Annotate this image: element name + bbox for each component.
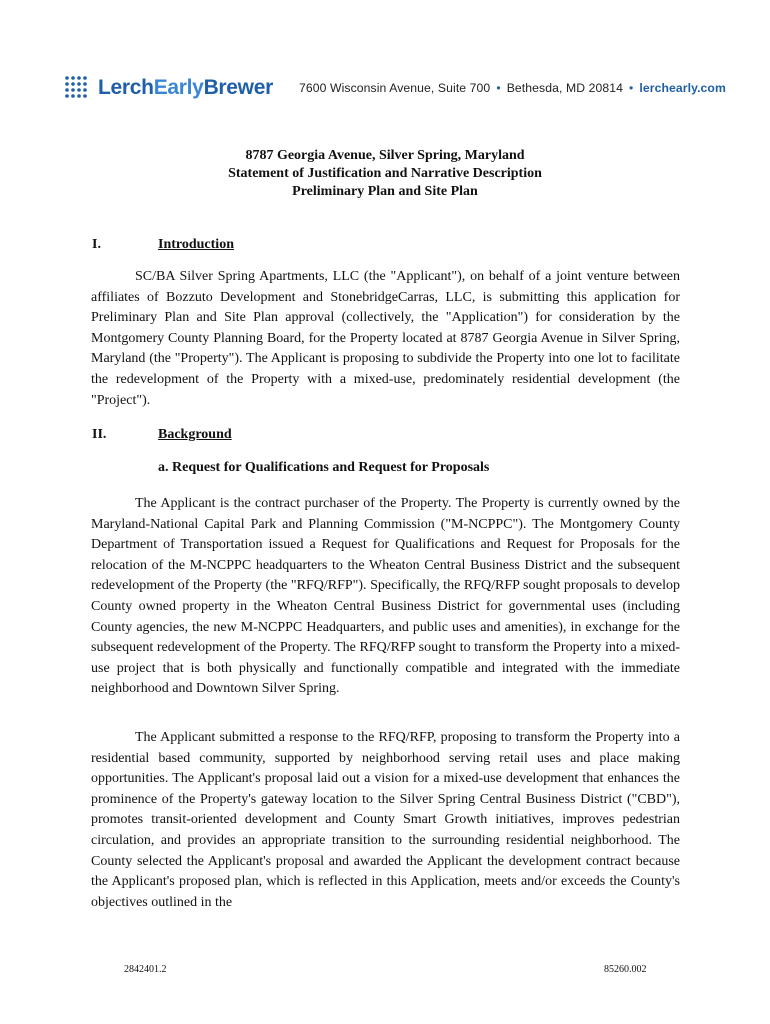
background-paragraph-1: The Applicant is the contract purchaser of the Property. The Property is currently owned by the Maryland-National Capital Park and Planning Commission ("M-NCPPC"). The Montgomery County Department of Transportation issued a Request for Qualifications and Request for Proposals for the relocation of the M-NCPPC headquarters to the Wheaton Central Business District and the subsequent redevelopment of the Property (the "RFQ/RFP"). Specifically, the RFQ/RFP sought proposals to develop County owned property in the Wheaton Central Business District for governmental uses (including County agencies, the new M-NCPPC Headquarters, and public uses and amenities), in exchange for the subsequent redevelopment of the Property. The RFQ/RFP sought to transform the Property into a mixed-use project that is both physically and functionally compatible and integrated with the immediate neighborhood and Downtown Silver Spring. [91, 496, 680, 697]
title-line-2: Statement of Justification and Narrative Description [228, 166, 542, 181]
letterhead [64, 72, 734, 104]
title-line-1: 8787 Georgia Avenue, Silver Spring, Maryland [245, 148, 525, 163]
firm-logo [98, 76, 273, 100]
logo-dot-grid-icon [64, 75, 90, 101]
footer-document-id: 2842401.2 [124, 964, 167, 975]
background-paragraph-2: The Applicant submitted a response to the RFQ/RFP, proposing to transform the Property into a residential based community, supported by neighborhood serving retail uses and place making opportunities. The Applicant's proposal laid out a vision for a mixed-use development that enhances the prominence of the Property's gateway location to the Silver Spring Central Business District ("CBD"), promotes transit-oriented development and County Smart Growth initiatives, improves pedestrian circulation, and provides an appropriate transition to the surrounding residential neighborhood. The County selected the Applicant's proposal and awarded the Applicant the development contract because the Applicant's proposed plan, which is reflected in this Application, meets and/or exceeds the County's objectives outlined in the [91, 730, 680, 910]
document-title [0, 147, 770, 201]
logo-part-1: Lerch [98, 76, 154, 99]
bullet-separator: • [629, 81, 634, 95]
address-street: 7600 Wisconsin Avenue, Suite 700 [298, 81, 491, 95]
section-number: II. [92, 427, 107, 442]
introduction-paragraph: SC/BA Silver Spring Apartments, LLC (the "Applicant"), on behalf of a joint venture between affiliates of Bozzuto Development and StonebridgeCarras, LLC, is submitting this application for Preliminary Plan and Site Plan approval (collectively, the "Application") for consideration by the Montgomery County Planning Board, for the Property located at 8787 Georgia Avenue in Silver Spring, Maryland (the "Property"). The Applicant is proposing to subdivide the Property into one lot to facilitate the redevelopment of the Property with a mixed-use, predominately residential development (the "Project"). [91, 269, 680, 408]
footer-matter-id: 85260.002 [604, 964, 647, 975]
address-city: Bethesda, MD 20814 [506, 81, 623, 95]
section-title: Introduction [158, 237, 234, 252]
title-line-3: Preliminary Plan and Site Plan [292, 184, 478, 199]
section-heading-background [92, 426, 232, 444]
logo-part-2: Early [153, 76, 204, 99]
firm-website-link[interactable]: lerchearly.com [639, 81, 726, 95]
section-heading-introduction [92, 236, 234, 254]
bullet-separator: • [496, 81, 501, 95]
subsection-heading-rfq-rfp: a. Request for Qualifications and Request for Proposals [158, 460, 490, 475]
logo-part-3: Brewer [203, 76, 273, 99]
section-title: Background [158, 427, 232, 442]
section-number: I. [92, 237, 101, 252]
firm-address [299, 81, 726, 95]
